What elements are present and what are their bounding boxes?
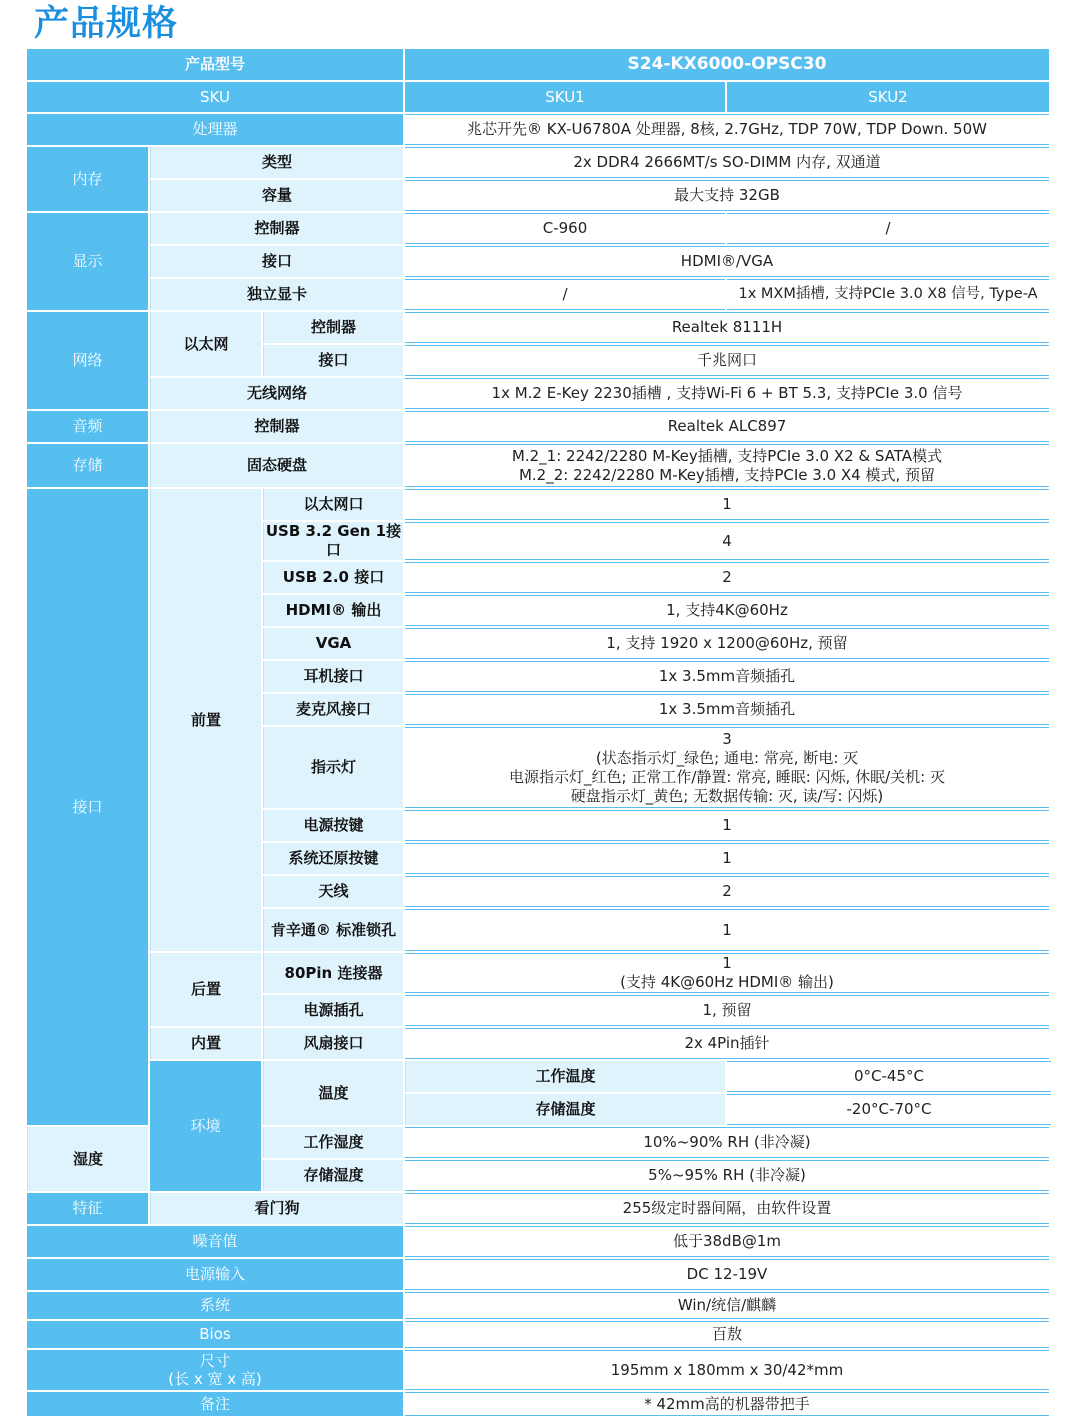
network-label: 网络 — [27, 312, 148, 409]
op-hum-value: 10%~90% RH (非冷凝) — [405, 1127, 1049, 1158]
led-line-3: 电源指示灯_红色; 正常工作/静置: 常亮, 睡眠: 闪烁, 休眠/关机: 灭 — [509, 767, 945, 786]
remarks-label: 备注 — [27, 1392, 403, 1416]
memory-label: 内存 — [27, 147, 148, 211]
st-temp-value: -20°C-70°C — [727, 1094, 1051, 1125]
display-dgpu-sku2: 1x MXM插槽, 支持PCIe 3.0 X8 信号, Type-A — [727, 279, 1049, 310]
rear-80pin-label: 80Pin 连接器 — [263, 953, 403, 993]
row-rear-80pin — [27, 953, 1051, 993]
front-item-label: 肯辛通® 标准锁孔 — [263, 909, 403, 951]
led-line-4: 硬盘指示灯_黄色; 无数据传输: 灭, 读/写: 闪烁) — [570, 786, 884, 805]
front-item-value: 4 — [405, 522, 1049, 560]
watchdog-label: 看门狗 — [150, 1193, 403, 1224]
led-label: 指示灯 — [263, 727, 403, 808]
display-port-label: 接口 — [150, 246, 403, 277]
fan-value: 2x 4Pin插针 — [405, 1028, 1049, 1059]
st-hum-value: 5%~95% RH (非冷凝) — [405, 1160, 1049, 1191]
features-label: 特征 — [27, 1193, 148, 1224]
os-value: Win/统信/麒麟 — [405, 1292, 1049, 1319]
front-item-value: 1 — [405, 843, 1049, 874]
front-item-label: USB 3.2 Gen 1接口 — [263, 522, 403, 560]
sku1-header: SKU1 — [405, 82, 725, 112]
ssd-label: 固态硬盘 — [150, 444, 403, 487]
os-label: 系统 — [27, 1292, 403, 1319]
model-label: 产品型号 — [27, 49, 403, 80]
wireless-label: 无线网络 — [150, 378, 403, 409]
st-hum-label: 存储湿度 — [263, 1160, 403, 1191]
row-remarks — [27, 1392, 1051, 1416]
bios-label: Bios — [27, 1321, 403, 1348]
front-item-value: 1 — [405, 909, 1049, 951]
noise-label: 噪音值 — [27, 1226, 403, 1257]
row-os — [27, 1292, 1051, 1319]
model-value: S24-KX6000-OPSC30 — [405, 49, 1049, 80]
row-model — [27, 49, 1051, 80]
row-watchdog — [27, 1193, 1051, 1224]
front-item-value: 1, 支持 1920 x 1200@60Hz, 预留 — [405, 628, 1049, 659]
display-controller-sku2: / — [727, 213, 1049, 244]
audio-controller-value: Realtek ALC897 — [405, 411, 1049, 442]
ethernet-label: 以太网 — [150, 312, 261, 376]
led-value — [405, 727, 1049, 808]
op-temp-label: 工作温度 — [405, 1061, 725, 1092]
watchdog-value: 255级定时器间隔，由软件设置 — [405, 1193, 1049, 1224]
display-controller-sku1: C-960 — [405, 213, 725, 244]
eth-controller-value: Realtek 8111H — [405, 312, 1049, 343]
front-item-label: USB 2.0 接口 — [263, 562, 403, 593]
op-temp-value: 0°C-45°C — [727, 1061, 1051, 1092]
row-fan — [27, 1028, 1051, 1059]
io-label: 接口 — [27, 489, 148, 1125]
eth-port-label: 接口 — [263, 345, 403, 376]
front-item-label: 以太网口 — [263, 489, 403, 520]
front-label: 前置 — [150, 489, 261, 951]
st-temp-label: 存储温度 — [405, 1094, 725, 1125]
page-title: 产品规格 — [34, 4, 179, 44]
rear-80pin-value — [405, 953, 1049, 993]
noise-value: 低于38dB@1m — [405, 1226, 1049, 1257]
eth-controller-label: 控制器 — [263, 312, 403, 343]
row-memory-capacity — [27, 180, 1051, 211]
row-front-0 — [27, 489, 1051, 520]
row-eth-controller — [27, 312, 1051, 343]
display-dgpu-sku1: / — [405, 279, 725, 310]
spec-table — [25, 47, 1053, 1418]
front-item-value: 2 — [405, 562, 1049, 593]
dimensions-label-line-2: (长 x 宽 x 高) — [168, 1370, 262, 1388]
row-op-temp — [27, 1061, 1051, 1092]
led-line-1: 3 — [722, 729, 732, 748]
ssd-line-2: M.2_2: 2242/2280 M-Key插槽, 支持PCIe 3.0 X4 模式, 预留 — [518, 465, 936, 484]
eth-port-value: 千兆网口 — [405, 345, 1049, 376]
front-item-label: 麦克风接口 — [263, 694, 403, 725]
row-dimensions — [27, 1350, 1051, 1390]
humidity-label: 湿度 — [27, 1127, 148, 1191]
front-item-label: 耳机接口 — [263, 661, 403, 692]
front-item-value: 2 — [405, 876, 1049, 907]
processor-value: 兆芯开先® KX-U6780A 处理器, 8核, 2.7GHz, TDP 70W, TDP Down. 50W — [405, 114, 1049, 145]
audio-controller-label: 控制器 — [150, 411, 403, 442]
sku-label: SKU — [27, 82, 403, 112]
front-item-value: 1 — [405, 810, 1049, 841]
rear-80pin-line-1: 1 — [722, 954, 732, 972]
row-display-controller — [27, 213, 1051, 244]
front-item-label: 电源按键 — [263, 810, 403, 841]
rear-power-value: 1, 预留 — [405, 995, 1049, 1026]
rear-label: 后置 — [150, 953, 261, 1026]
dimensions-label-line-1: 尺寸 — [199, 1352, 230, 1370]
power-label: 电源输入 — [27, 1259, 403, 1290]
wireless-value: 1x M.2 E-Key 2230插槽 , 支持Wi-Fi 6 + BT 5.3, 支持PCIe 3.0 信号 — [405, 378, 1049, 409]
row-audio — [27, 411, 1051, 442]
display-controller-label: 控制器 — [150, 213, 403, 244]
front-item-value: 1, 支持4K@60Hz — [405, 595, 1049, 626]
memory-capacity-label: 容量 — [150, 180, 403, 211]
rear-80pin-line-2: (支持 4K@60Hz HDMI® 输出) — [620, 973, 834, 991]
memory-capacity-value: 最大支持 32GB — [405, 180, 1049, 211]
front-item-label: 天线 — [263, 876, 403, 907]
power-value: DC 12-19V — [405, 1259, 1049, 1290]
front-item-value: 1x 3.5mm音频插孔 — [405, 694, 1049, 725]
rear-power-label: 电源插孔 — [263, 995, 403, 1026]
op-hum-label: 工作湿度 — [263, 1127, 403, 1158]
display-dgpu-label: 独立显卡 — [150, 279, 403, 310]
row-power — [27, 1259, 1051, 1290]
fan-label: 风扇接口 — [263, 1028, 403, 1059]
sku2-header: SKU2 — [727, 82, 1049, 112]
ssd-value — [405, 444, 1049, 487]
row-display-dgpu — [27, 279, 1051, 310]
row-display-port — [27, 246, 1051, 277]
row-processor — [27, 114, 1051, 145]
front-item-label: VGA — [263, 628, 403, 659]
display-label: 显示 — [27, 213, 148, 310]
memory-type-value: 2x DDR4 2666MT/s SO-DIMM 内存, 双通道 — [405, 147, 1049, 178]
temp-label: 温度 — [263, 1061, 403, 1125]
front-item-value: 1 — [405, 489, 1049, 520]
remarks-value: * 42mm高的机器带把手 — [405, 1392, 1049, 1416]
row-noise — [27, 1226, 1051, 1257]
audio-label: 音频 — [27, 411, 148, 442]
front-item-label: 系统还原按键 — [263, 843, 403, 874]
display-port-value: HDMI®/VGA — [405, 246, 1049, 277]
row-bios — [27, 1321, 1051, 1348]
front-item-label: HDMI® 输出 — [263, 595, 403, 626]
environment-label: 环境 — [150, 1061, 261, 1191]
front-item-value: 1x 3.5mm音频插孔 — [405, 661, 1049, 692]
row-sku — [27, 82, 1051, 112]
dimensions-label — [27, 1350, 403, 1390]
internal-label: 内置 — [150, 1028, 261, 1059]
row-storage — [27, 444, 1051, 487]
row-memory-type — [27, 147, 1051, 178]
processor-label: 处理器 — [27, 114, 403, 145]
memory-type-label: 类型 — [150, 147, 403, 178]
ssd-line-1: M.2_1: 2242/2280 M-Key插槽, 支持PCIe 3.0 X2 & SATA模式 — [511, 446, 943, 465]
dimensions-value: 195mm x 180mm x 30/42*mm — [405, 1350, 1049, 1390]
led-line-2: (状态指示灯_绿色; 通电: 常亮, 断电: 灭 — [595, 748, 859, 767]
bios-value: 百敖 — [405, 1321, 1049, 1348]
storage-label: 存储 — [27, 444, 148, 487]
row-wireless — [27, 378, 1051, 409]
